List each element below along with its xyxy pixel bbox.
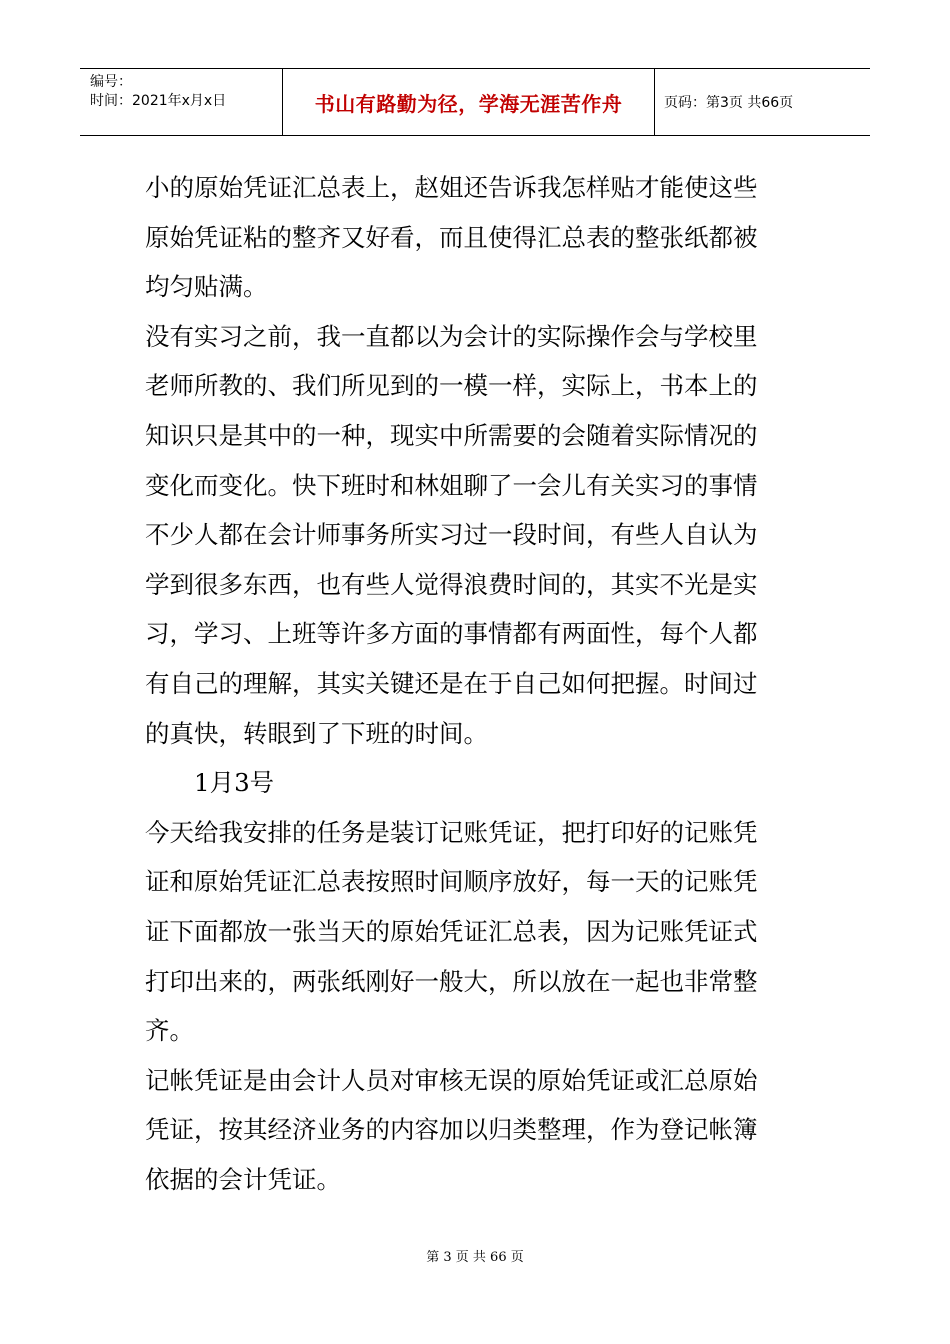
page-header	[80, 68, 870, 136]
body-line: 记帐凭证是由会计人员对审核无误的原始凭证或汇总原始	[145, 1065, 758, 1095]
header-page-number: 页码：第3页 共66页	[664, 95, 794, 111]
body-line: 证下面都放一张当天的原始凭证汇总表，因为记账凭证式	[145, 916, 758, 946]
body-line: 不少人都在会计师事务所实习过一段时间，有些人自认为	[145, 520, 758, 550]
body-line: 的真快，转眼到了下班的时间。	[145, 718, 488, 748]
body-line: 老师所教的、我们所见到的一模一样，实际上，书本上的	[145, 371, 758, 401]
header-meta	[80, 69, 283, 135]
body-line: 有自己的理解，其实关键还是在于自己如何把握。时间过	[145, 668, 758, 698]
body-line: 依据的会计凭证。	[145, 1164, 341, 1194]
body-line: 均匀贴满。	[145, 272, 268, 302]
body-line: 学到很多东西，也有些人觉得浪费时间的，其实不光是实	[145, 569, 758, 599]
body-line: 凭证，按其经济业务的内容加以归类整理，作为登记帐簿	[145, 1115, 758, 1145]
entry-date-heading: 1月3号	[194, 768, 275, 798]
body-line: 变化而变化。快下班时和林姐聊了一会儿有关实习的事情	[145, 470, 758, 500]
document-date-label: 时间：2021年x月x日	[90, 93, 227, 109]
body-line: 今天给我安排的任务是装订记账凭证，把打印好的记账凭	[145, 817, 758, 847]
body-line: 原始凭证粘的整齐又好看，而且使得汇总表的整张纸都被	[145, 222, 758, 252]
header-motto: 书山有路勤为径，学海无涯苦作舟	[283, 69, 655, 135]
body-line: 小的原始凭证汇总表上，赵姐还告诉我怎样贴才能使这些	[145, 173, 758, 202]
document-number-label: 编号：	[90, 74, 132, 90]
body-line: 证和原始凭证汇总表按照时间顺序放好，每一天的记账凭	[145, 867, 758, 897]
document-body	[145, 163, 810, 1204]
body-line: 知识只是其中的一种，现实中所需要的会随着实际情况的	[145, 420, 758, 450]
body-line: 习，学习、上班等许多方面的事情都有两面性，每个人都	[145, 619, 758, 649]
body-line: 打印出来的，两张纸刚好一般大，所以放在一起也非常整	[145, 966, 758, 996]
body-line: 没有实习之前，我一直都以为会计的实际操作会与学校里	[145, 321, 758, 351]
page-footer: 第 3 页 共 66 页	[426, 1250, 524, 1265]
body-line: 齐。	[145, 1016, 194, 1046]
